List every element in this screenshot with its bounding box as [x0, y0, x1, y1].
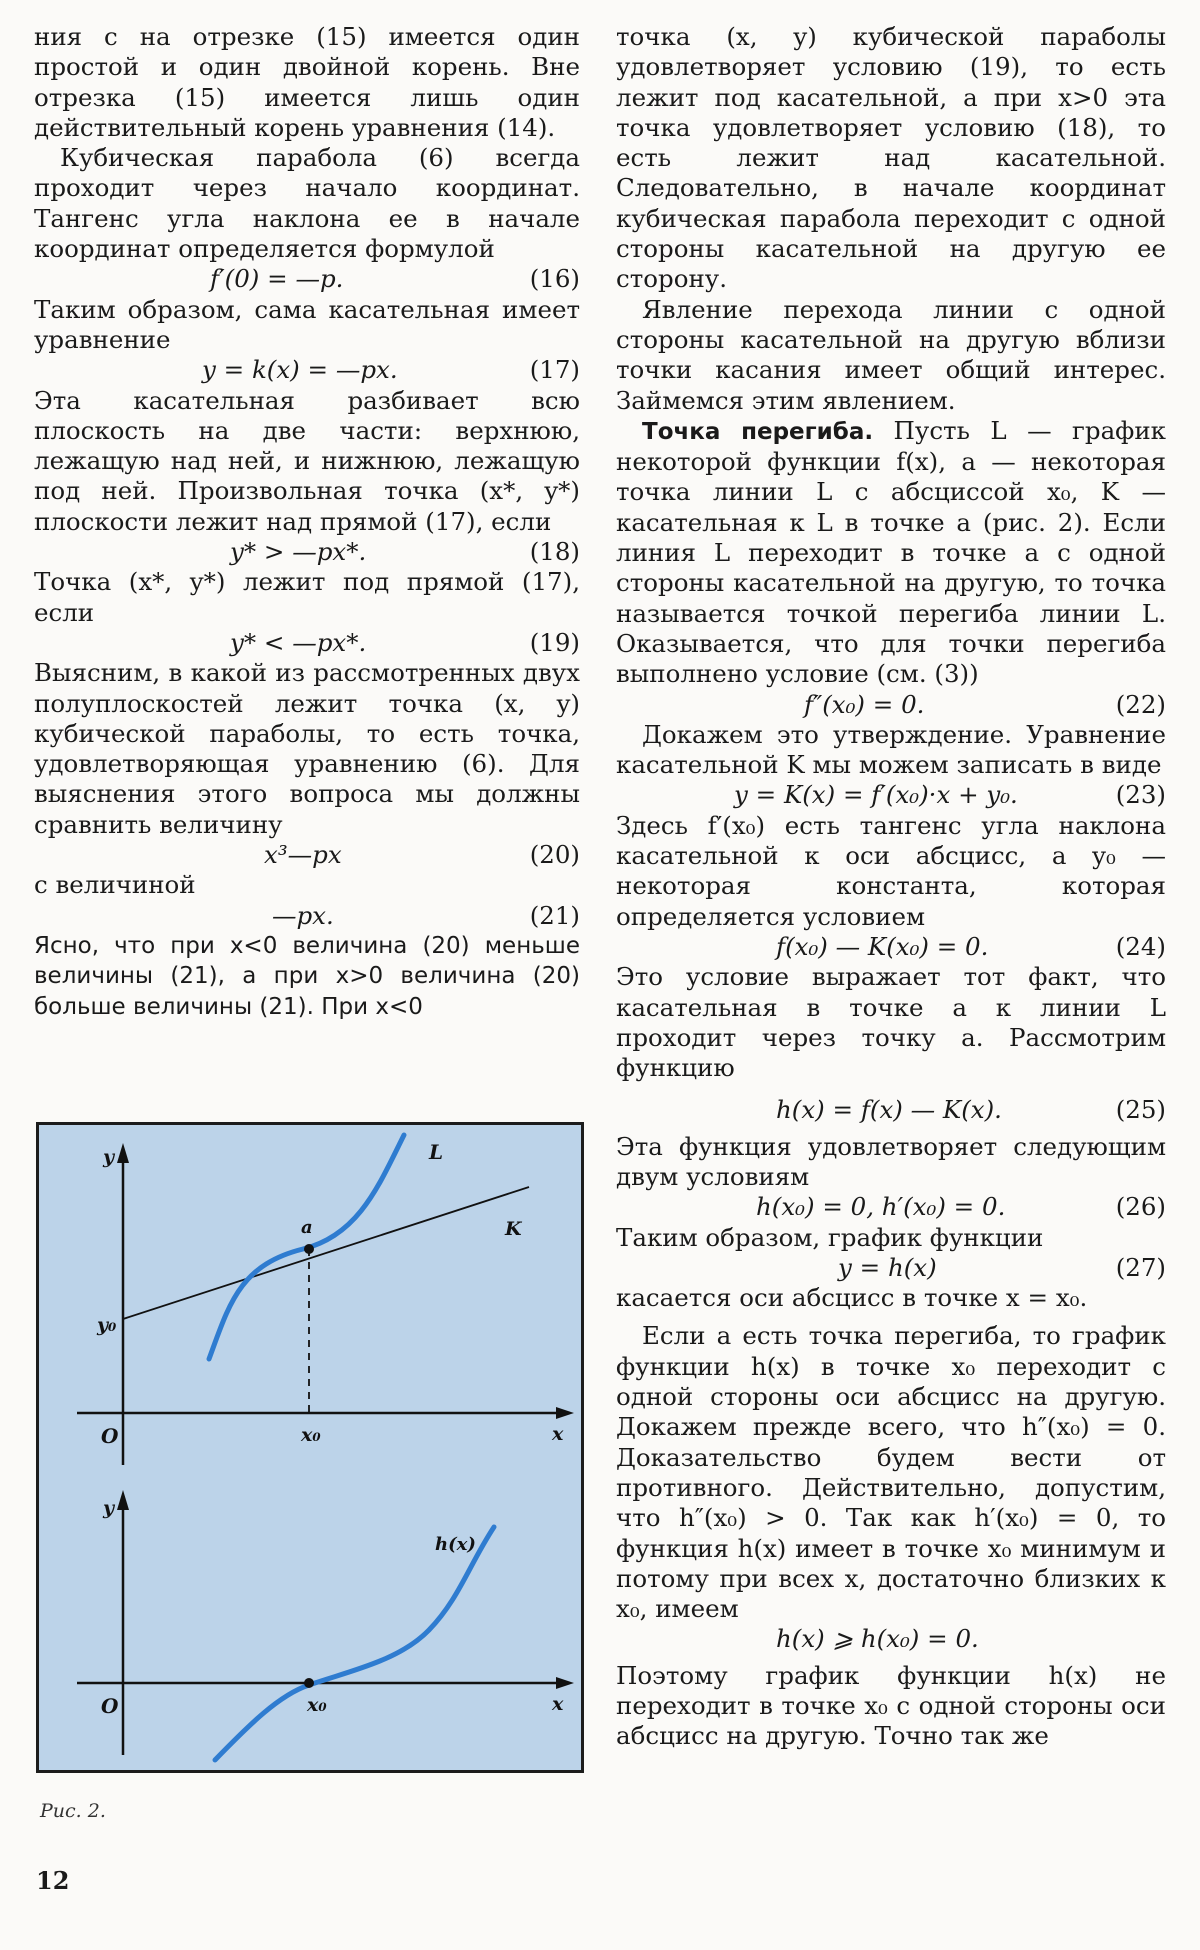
bottom-x0-label: x₀ [307, 1694, 327, 1716]
y0-label: y₀ [97, 1314, 117, 1336]
right-para-2: Явление перехода линии с одной стороны касательной на другую вблизи точки касания имеет общий интерес. Займемся этим явлением. [616, 294, 1166, 415]
curve-h [215, 1527, 494, 1760]
left-column [34, 22, 580, 1022]
equation-20-number: (20) [529, 840, 580, 870]
figure-caption: Рис. 2. [40, 1800, 106, 1822]
equation-24 [616, 932, 1166, 962]
right-para-10: Если a есть точка перегиба, то график функции h(x) в точке x₀ переходит с одной стороны оси абсцисс на другую. Докажем прежде всего, что h″(x₀) = 0. Доказательство будем вести от противного. Действительно, допустим, что h″(x₀) > 0. Так как h′(x₀) = 0, то функция h(x) имеет в точке x₀ минимум и потому при всех x, достаточно близких к x₀, имеем [616, 1321, 1166, 1624]
equation-16 [34, 264, 580, 294]
left-para-6: Выясним, в какой из рассмотренных двух полуплоскостей лежит точка (x, y) кубической параболы, то есть точка, удовлетворяющая уравнению (6). Для выяснения этого вопроса мы должны сравнить величину [34, 658, 580, 839]
equation-20-body: x³—px [264, 840, 342, 870]
equation-27-body: y = h(x) [838, 1252, 937, 1282]
bottom-x-axis-arrow-icon [556, 1677, 574, 1689]
equation-22-number: (22) [1115, 689, 1166, 719]
right-para-11: Поэтому график функции h(x) не переходит в точке x₀ с одной стороны оси абсцисс на другую. Точно так же [616, 1660, 1166, 1751]
right-para-8: Таким образом, график функции [616, 1222, 1044, 1252]
top-x-axis-arrow-icon [556, 1407, 574, 1419]
top-x-axis-label: x [552, 1423, 564, 1445]
equation-25 [616, 1095, 1166, 1125]
left-para-8: Ясно, что при x<0 величина (20) меньше величины (21), а при x>0 величина (20) больше величины (21). При x<0 [34, 932, 580, 1020]
bottom-x-axis-label: x [552, 1693, 564, 1715]
page-number: 12 [36, 1866, 70, 1895]
top-origin-label: O [101, 1424, 119, 1448]
equation-24-body: f(x₀) — K(x₀) = 0. [776, 931, 989, 961]
equation-17-body: y = k(x) = —px. [202, 355, 398, 385]
left-para-4: Эта касательная разбивает всю плоскость на две части: верхнюю, лежащую над ней, и нижнюю, лежащую под ней. Произвольная точка (x*, y*) плоскости лежит над прямой (17), если [34, 385, 580, 536]
right-para-6: Это условие выражает тот факт, что касательная в точке a к линии L проходит через точку a. Рассмотрим функцию [616, 962, 1166, 1083]
equation-25-number: (25) [1115, 1095, 1166, 1125]
tangent-line-k [123, 1187, 529, 1319]
equation-18 [34, 537, 580, 567]
equation-23 [616, 780, 1166, 810]
left-para-3: Таким образом, сама касательная имеет уравнение [34, 294, 580, 354]
bottom-y-axis-label: y [103, 1497, 115, 1519]
equation-24-number: (24) [1115, 931, 1166, 961]
equation-17 [34, 355, 580, 385]
equation-18-body: y* > —px*. [230, 537, 367, 567]
curve-h-label: h(x) [435, 1534, 476, 1555]
equation-22 [616, 690, 1166, 720]
right-column [616, 22, 1166, 1752]
right-para-1: точка (x, y) кубической параболы удовлетворяет условию (19), то есть лежит под касательной, а при x>0 эта точка удовлетворяет условию (18), то есть лежит над касательной. Следовательно, в начале координат кубическая парабола переходит с одной стороны касательной на другую ее сторону. [616, 22, 1166, 294]
equation-25-body: h(x) = f(x) — K(x). [776, 1095, 1002, 1125]
bottom-y-axis-arrow-icon [117, 1490, 129, 1510]
figure-2-svg [39, 1125, 581, 1770]
bottom-plot [77, 1490, 574, 1760]
curve-l-label: L [429, 1140, 444, 1164]
left-para-2: Кубическая парабола (6) всегда проходит через начало координат. Тангенс угла наклона ее в начале координат определяется формулой [34, 143, 580, 264]
equation-16-number: (16) [529, 264, 580, 294]
equation-19-body: y* < —px*. [230, 627, 367, 657]
equation-27-number: (27) [1115, 1252, 1166, 1282]
top-x0-label: x₀ [301, 1424, 321, 1446]
right-para-3: Пусть L — график некоторой функции f(x), a — некоторая точка линии L с абсциссой x₀, K — касательная к L в точке a (рис. 2). Если линия L переходит в точке a с одной стороны касательной на другую, то точка называется точкой перегиба линии L. Оказывается, что для точки перегиба выполнено условие (см. (3)) [616, 415, 1166, 689]
equation-21 [34, 901, 580, 931]
equation-19 [34, 628, 580, 658]
figure-2 [36, 1122, 584, 1773]
bottom-x0-marker [304, 1678, 314, 1688]
point-a-label: a [301, 1217, 313, 1238]
equation-20 [34, 840, 580, 870]
equation-21-body: —px. [272, 900, 334, 930]
equation-22-body: f″(x₀) = 0. [804, 689, 925, 719]
equation-26-number: (26) [1115, 1192, 1166, 1222]
tangent-k-label: K [505, 1218, 522, 1240]
equation-26 [616, 1192, 1166, 1222]
top-y-axis-label: y [103, 1146, 115, 1168]
equation-26-body: h(x₀) = 0, h′(x₀) = 0. [756, 1192, 1006, 1222]
equation-27 [616, 1253, 1166, 1283]
right-para-5: Здесь f′(x₀) есть тангенс угла наклона касательной к оси абсцисс, а y₀ — некоторая константа, которая определяется условием [616, 810, 1166, 931]
point-a-marker [304, 1244, 314, 1254]
top-plot [77, 1135, 574, 1465]
right-para-4: Докажем это утверждение. Уравнение касательной K мы можем записать в виде [616, 719, 1166, 780]
top-y-axis-arrow-icon [117, 1143, 129, 1163]
left-para-5: Точка (x*, y*) лежит под прямой (17), если [34, 567, 580, 627]
right-para-3-wrap [616, 416, 1166, 690]
equation-18-number: (18) [529, 537, 580, 567]
right-para-7: Эта функция удовлетворяет следующим двум условиям [616, 1131, 1166, 1191]
right-para-9: касается оси абсцисс в точке x = x₀. [616, 1283, 1088, 1313]
equation-28-body: h(x) ⩾ h(x₀) = 0. [776, 1624, 979, 1654]
equation-21-number: (21) [529, 900, 580, 930]
equation-28 [616, 1624, 1166, 1654]
equation-16-body: f′(0) = —p. [210, 264, 344, 294]
section-heading-inflection-point: Точка перегиба. [642, 418, 874, 445]
left-para-1: ния c на отрезке (15) имеется один простой и один двойной корень. Вне отрезка (15) имеется лишь один действительный корень уравнения (14). [34, 22, 580, 142]
equation-19-number: (19) [529, 627, 580, 657]
left-para-7: с величиной [34, 870, 196, 900]
bottom-origin-label: O [101, 1694, 119, 1718]
equation-23-number: (23) [1115, 780, 1166, 810]
equation-23-body: y = K(x) = f′(x₀)·x + y₀. [734, 780, 1018, 810]
equation-17-number: (17) [529, 355, 580, 385]
